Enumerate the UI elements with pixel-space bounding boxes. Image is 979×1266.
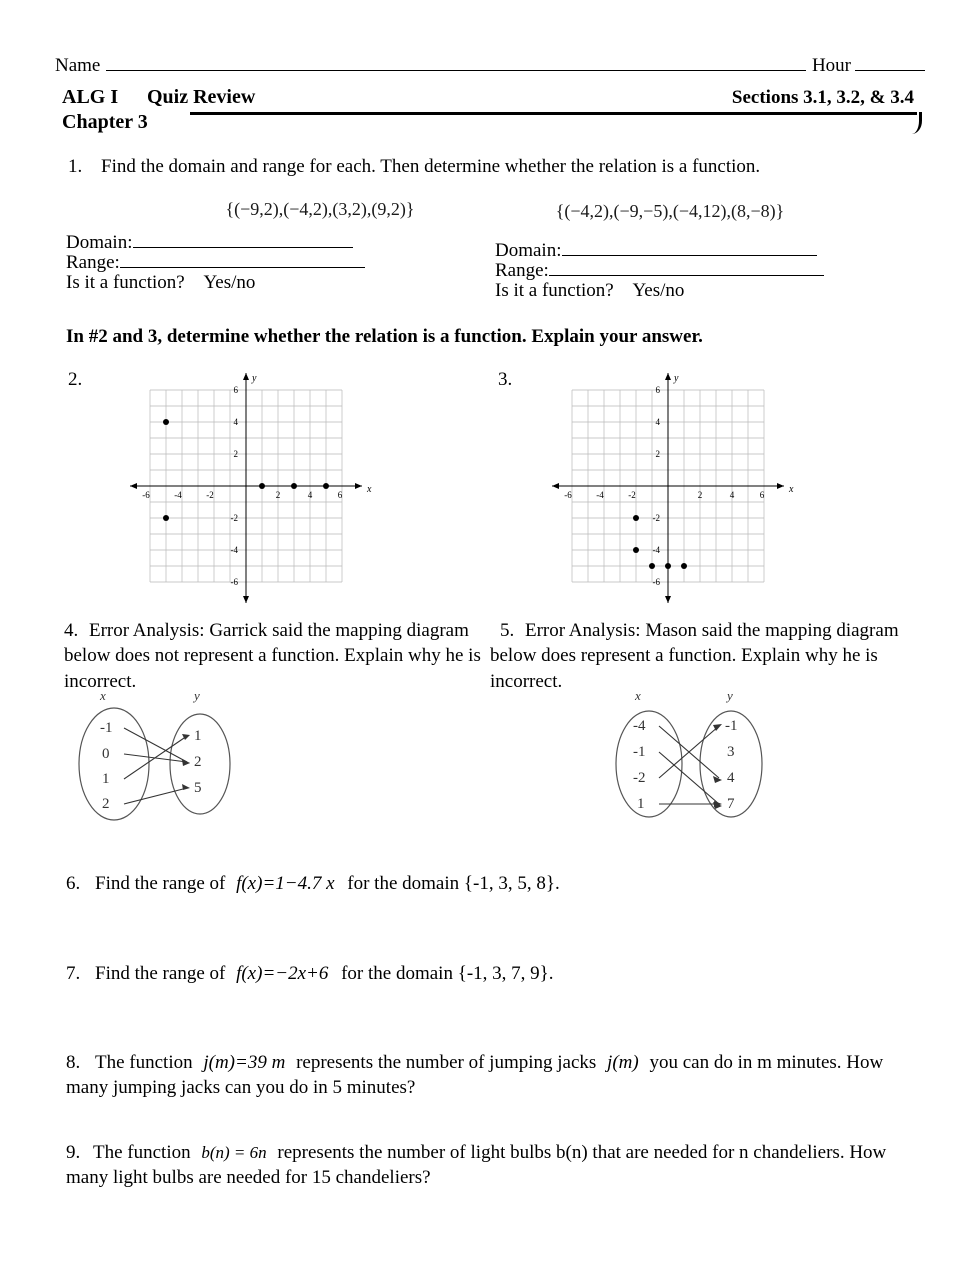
document-title: Quiz Review [147, 86, 256, 108]
svg-text:7: 7 [727, 796, 735, 812]
q1-left-range-blank[interactable] [120, 252, 365, 268]
q4-text: Error Analysis: Garrick said the mapping diagram below does not represent a function. Explain why he is incorrect. [64, 620, 481, 692]
question-7 [66, 961, 926, 986]
svg-text:3: 3 [727, 744, 735, 760]
q5-number: 5. [500, 620, 515, 641]
svg-text:-6: -6 [564, 490, 572, 500]
q4-number: 4. [64, 620, 79, 641]
q7-post: for the domain {-1, 3, 7, 9}. [341, 963, 554, 984]
svg-text:6: 6 [337, 490, 343, 500]
q1-right-yesno[interactable]: Yes/no [632, 280, 685, 301]
svg-text:1: 1 [194, 728, 202, 744]
sections-title: Sections 3.1, 3.2, & 3.4 [731, 87, 914, 108]
svg-text:-6: -6 [652, 577, 660, 587]
q1-left-function-label: Is it a function? [66, 272, 185, 293]
hour-write-line[interactable] [855, 56, 925, 71]
q6-post: for the domain {-1, 3, 5, 8}. [347, 873, 560, 894]
q8-pre: The function [95, 1052, 193, 1073]
svg-text:2: 2 [655, 449, 660, 459]
q3-coordinate-plane [540, 365, 800, 615]
svg-text:6: 6 [233, 385, 238, 395]
q1-number: 1. [68, 156, 83, 177]
svg-text:5: 5 [194, 780, 202, 796]
question-4 [64, 618, 484, 694]
q2-graph [118, 365, 378, 620]
q1-left-domain-blank[interactable] [133, 232, 353, 248]
instruction-2-3: In #2 and 3, determine whether the relation is a function. Explain your answer. [66, 326, 703, 347]
question-1 [68, 154, 928, 179]
hour-label: Hour [811, 55, 851, 76]
svg-text:x: x [789, 484, 794, 495]
svg-text:1: 1 [637, 796, 645, 812]
svg-text:x: x [635, 688, 641, 703]
q9-pre: The function [93, 1142, 191, 1163]
q3-number: 3. [498, 369, 513, 390]
title-block [62, 86, 922, 134]
q1-text: Find the domain and range for each. Then determine whether the relation is a function. [101, 156, 761, 177]
q1-right-range-blank[interactable] [549, 260, 824, 276]
svg-text:2: 2 [275, 490, 281, 500]
svg-text:-4: -4 [652, 545, 660, 555]
svg-text:-4: -4 [230, 545, 238, 555]
name-hour-row [55, 55, 925, 77]
q1-right-function-row [495, 278, 915, 303]
svg-text:-4: -4 [174, 490, 182, 500]
svg-text:-2: -2 [652, 513, 660, 523]
svg-text:y: y [194, 688, 200, 703]
q8-number: 8. [66, 1052, 81, 1073]
svg-text:x: x [100, 688, 106, 703]
q4-mapping-diagram [72, 688, 252, 833]
q1-right-domain-label: Domain: [495, 240, 562, 261]
q1-right-function-label: Is it a function? [495, 280, 614, 301]
question-5 [490, 618, 920, 694]
course-title: ALG I [62, 86, 119, 108]
q9-number: 9. [66, 1142, 81, 1163]
svg-text:2: 2 [194, 754, 202, 770]
q8-equation: j(m)=39 m [203, 1052, 286, 1073]
q1-left-function-row [66, 270, 466, 295]
name-label: Name [55, 55, 101, 76]
svg-text:-2: -2 [230, 513, 238, 523]
q6-number: 6. [66, 873, 81, 894]
svg-text:-1: -1 [633, 744, 646, 760]
q1-left-relation: {(−9,2),(−4,2),(3,2),(9,2)} [225, 199, 415, 219]
q6-equation: f(x)=1−4.7 x [236, 873, 335, 894]
q1-right-domain-blank[interactable] [562, 240, 817, 256]
q4-mapping-svg [72, 688, 252, 828]
q7-pre: Find the range of [95, 963, 226, 984]
svg-text:4: 4 [727, 770, 735, 786]
svg-text:-1: -1 [100, 720, 113, 736]
name-write-line[interactable] [106, 56, 806, 71]
q5-mapping-svg [605, 688, 785, 828]
q5-mapping-diagram [605, 688, 785, 833]
q1-right-range-label: Range: [495, 260, 549, 281]
svg-text:-4: -4 [633, 718, 646, 734]
svg-text:-2: -2 [628, 490, 636, 500]
svg-text:y: y [674, 373, 679, 384]
q3-graph [540, 365, 800, 620]
svg-text:0: 0 [102, 746, 110, 762]
q1-left-yesno[interactable]: Yes/no [203, 272, 256, 293]
question-8 [66, 1050, 916, 1101]
svg-text:4: 4 [655, 417, 660, 427]
question-9 [66, 1140, 916, 1191]
svg-text:6: 6 [759, 490, 765, 500]
svg-text:2: 2 [233, 449, 238, 459]
q5-text: Error Analysis: Mason said the mapping diagram below does represent a function. Explain why he is incorrect. [490, 620, 899, 692]
svg-text:y: y [727, 688, 733, 703]
svg-text:y: y [252, 373, 257, 384]
header-rule [190, 112, 917, 115]
q7-number: 7. [66, 963, 81, 984]
q6-pre: Find the range of [95, 873, 226, 894]
q8-post: you can do in m minutes. How many jumping jacks can you do in 5 minutes? [66, 1052, 884, 1099]
q9-equation: b(n) = 6n [201, 1143, 267, 1162]
svg-text:6: 6 [655, 385, 660, 395]
svg-text:-2: -2 [633, 770, 646, 786]
svg-text:4: 4 [307, 490, 313, 500]
q1-left-range-label: Range: [66, 252, 120, 273]
svg-text:-1: -1 [725, 718, 738, 734]
svg-text:-6: -6 [142, 490, 150, 500]
svg-text:2: 2 [102, 796, 110, 812]
q8-mid: represents the number of jumping jacks [296, 1052, 597, 1073]
svg-text:1: 1 [102, 771, 110, 787]
q1-left-domain-label: Domain: [66, 232, 133, 253]
q1-right-relation: {(−4,2),(−9,−5),(−4,12),(8,−8)} [555, 201, 785, 221]
chapter-title: Chapter 3 [62, 111, 148, 133]
q8-equation-2: j(m) [607, 1052, 639, 1073]
svg-text:4: 4 [233, 417, 238, 427]
svg-text:-6: -6 [230, 577, 238, 587]
svg-text:2: 2 [697, 490, 703, 500]
q9-post: represents the number of light bulbs b(n) that are needed for n chandeliers. How many light bulbs are needed for 15 chandeliers? [66, 1142, 887, 1189]
svg-text:-2: -2 [206, 490, 214, 500]
svg-text:x: x [367, 484, 372, 495]
svg-text:-4: -4 [596, 490, 604, 500]
svg-text:4: 4 [729, 490, 735, 500]
q7-equation: f(x)=−2x+6 [236, 963, 329, 984]
question-6 [66, 871, 926, 896]
q2-number: 2. [68, 369, 83, 390]
q2-coordinate-plane [118, 365, 378, 615]
